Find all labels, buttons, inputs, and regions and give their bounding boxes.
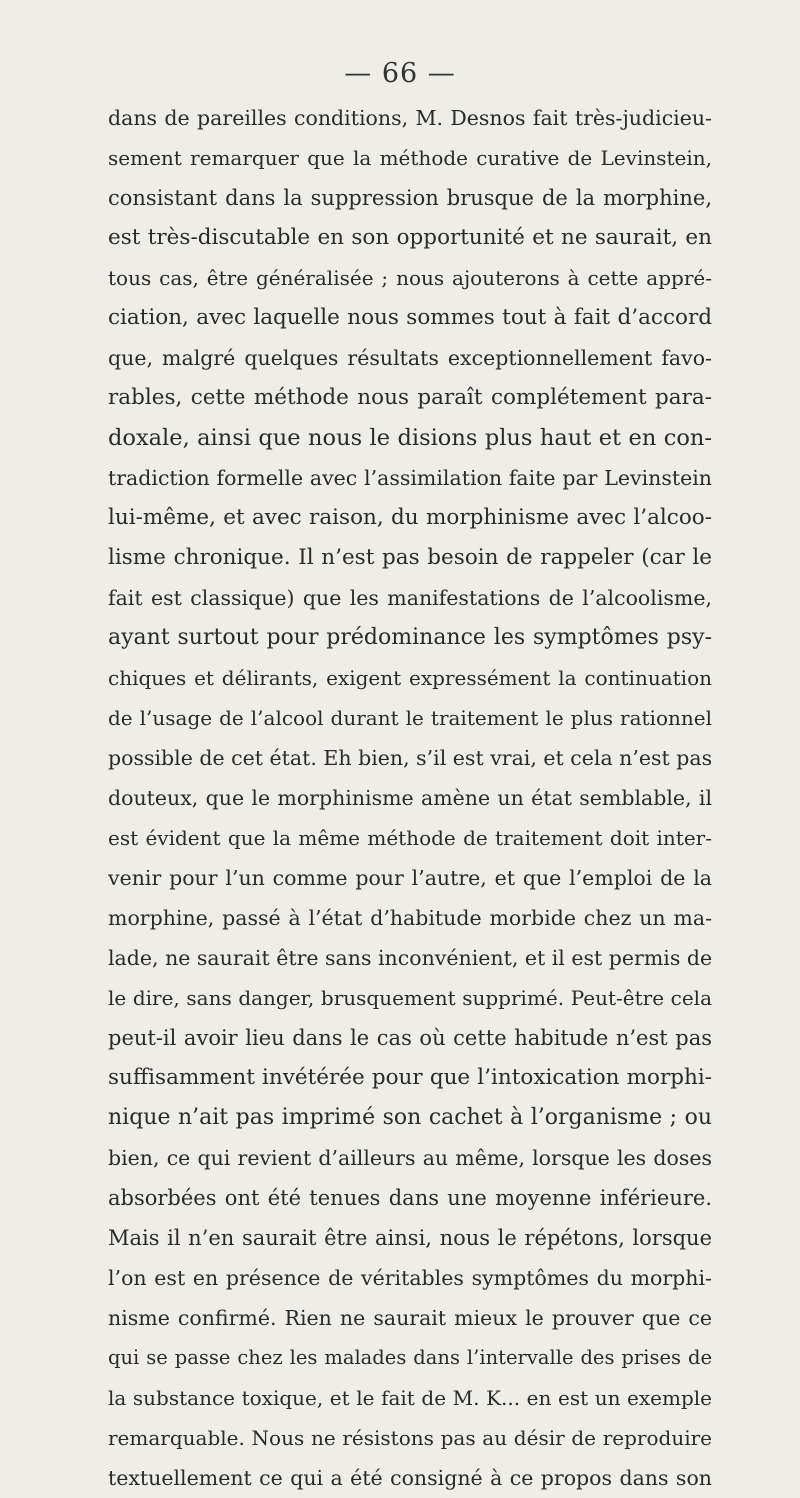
text-line: lade, ne saurait être sans inconvénient, et il est permis de bbox=[108, 946, 712, 970]
text-line: Mais il n’en saurait être ainsi, nous le répétons, lorsque bbox=[108, 1226, 712, 1250]
text-line: fait est classique) que les manifestations de l’alcoolisme, bbox=[108, 586, 712, 610]
text-line: que, malgré quelques résultats exceptionnellement favo- bbox=[108, 346, 712, 370]
text-line: ciation, avec laquelle nous sommes tout à fait d’accord bbox=[108, 305, 712, 330]
page-number: — 66 — bbox=[344, 58, 456, 89]
text-line: rables, cette méthode nous paraît complétement para- bbox=[108, 385, 712, 410]
text-line: remarquable. Nous ne résistons pas au désir de reproduire bbox=[108, 1426, 712, 1450]
text-line: sement remarquer que la méthode curative de Levinstein, bbox=[108, 146, 712, 170]
text-line: douteux, que le morphinisme amène un état semblable, il bbox=[108, 786, 712, 810]
text-line: peut-il avoir lieu dans le cas où cette habitude n’est pas bbox=[108, 1026, 712, 1050]
text-line: venir pour l’un comme pour l’autre, et que l’emploi de la bbox=[108, 866, 712, 890]
text-line: l’on est en présence de véritables symptômes du morphi- bbox=[108, 1266, 712, 1290]
text-line: absorbées ont été tenues dans une moyenne inférieure. bbox=[108, 1186, 712, 1210]
text-line: bien, ce qui revient d’ailleurs au même, lorsque les doses bbox=[108, 1146, 712, 1170]
text-line: de l’usage de l’alcool durant le traitement le plus rationnel bbox=[108, 706, 712, 730]
text-line: la substance toxique, et le fait de M. K... en est un exemple bbox=[108, 1386, 712, 1410]
text-line: consistant dans la suppression brusque de la morphine, bbox=[108, 186, 712, 210]
text-line: est très-discutable en son opportunité et ne saurait, en bbox=[108, 225, 712, 250]
text-line: nique n’ait pas imprimé son cachet à l’organisme ; ou bbox=[108, 1105, 712, 1130]
text-line: tous cas, être généralisée ; nous ajouterons à cette appré- bbox=[108, 266, 712, 290]
text-line: ayant surtout pour prédominance les symptômes psy- bbox=[108, 625, 712, 650]
body-text bbox=[108, 98, 712, 1498]
text-line: est évident que la même méthode de traitement doit inter- bbox=[108, 826, 712, 850]
text-line: doxale, ainsi que nous le disions plus haut et en con- bbox=[108, 425, 712, 451]
text-line: morphine, passé à l’état d’habitude morbide chez un ma- bbox=[108, 906, 712, 930]
text-line: tradiction formelle avec l’assimilation faite par Levinstein bbox=[108, 466, 712, 490]
text-line: possible de cet état. Eh bien, s’il est vrai, et cela n’est pas bbox=[108, 746, 712, 770]
text-line: textuellement ce qui a été consigné à ce propos dans son bbox=[108, 1466, 712, 1490]
text-line: dans de pareilles conditions, M. Desnos fait très-judicieu- bbox=[108, 106, 712, 130]
text-line: qui se passe chez les malades dans l’intervalle des prises de bbox=[108, 1346, 712, 1369]
text-line: lisme chronique. Il n’est pas besoin de rappeler (car le bbox=[108, 545, 712, 570]
text-line: nisme confirmé. Rien ne saurait mieux le prouver que ce bbox=[108, 1306, 712, 1330]
text-line: suffisamment invétérée pour que l’intoxication morphi- bbox=[108, 1065, 712, 1090]
text-line: lui-même, et avec raison, du morphinisme avec l’alcoo- bbox=[108, 505, 712, 530]
text-line: chiques et délirants, exigent expressément la continuation bbox=[108, 666, 712, 690]
text-line: le dire, sans danger, brusquement supprimé. Peut-être cela bbox=[108, 986, 712, 1010]
